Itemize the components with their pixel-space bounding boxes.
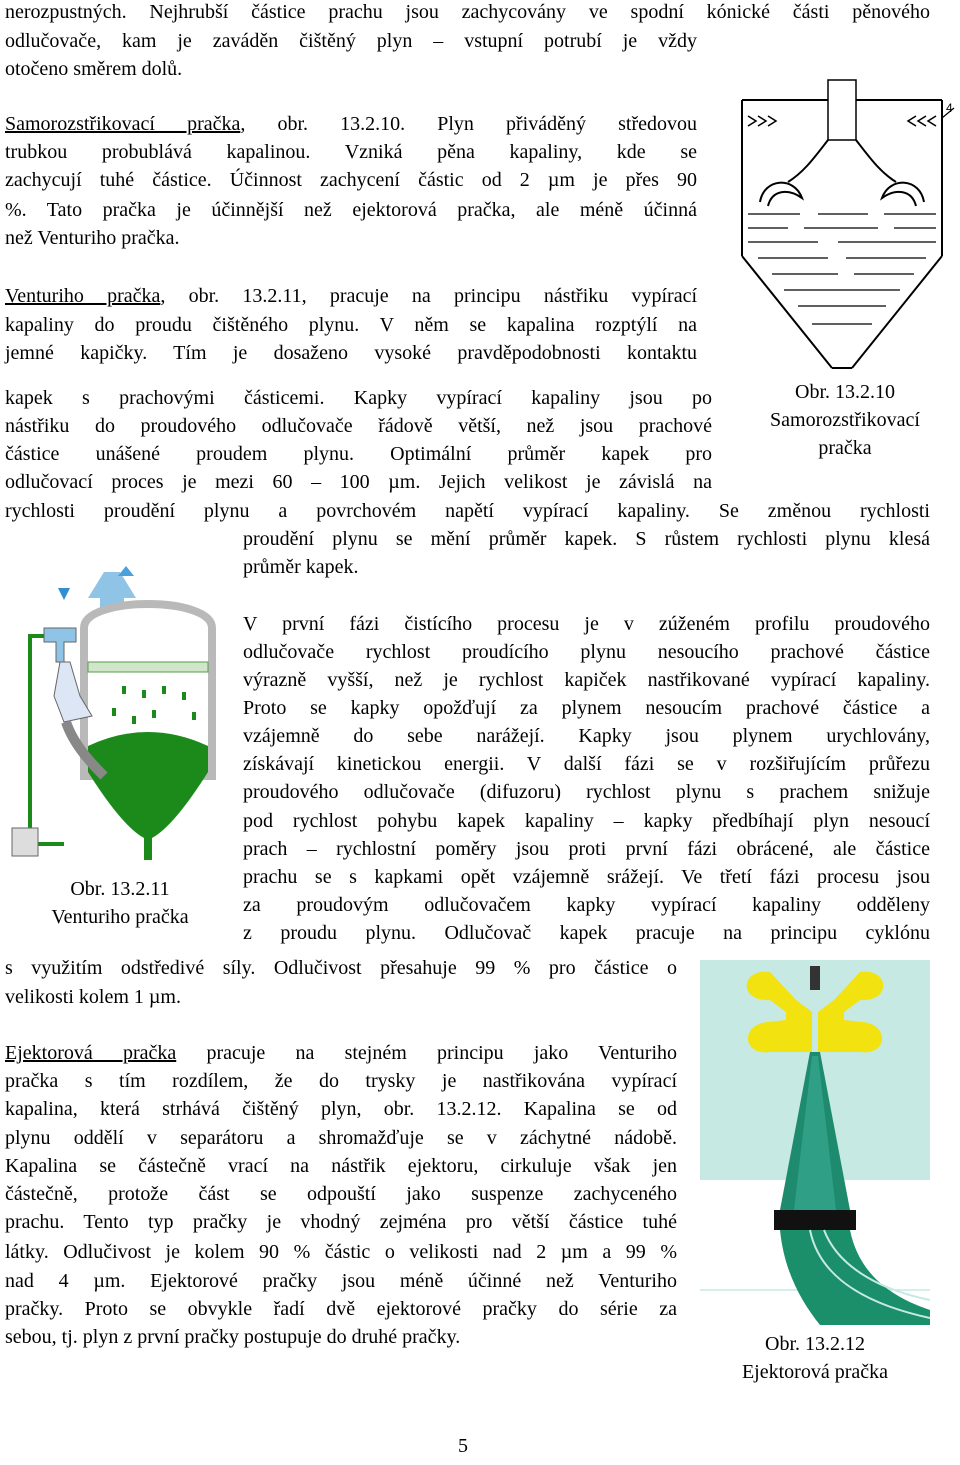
text-line: pračka s tím rozdílem, že do trysky je nastřikována vypírací	[5, 1070, 677, 1092]
text-line: vzájemně do sebe narážejí. Kapky jsou plynem urychlovány,	[243, 725, 930, 747]
text-line: prachu se s kapkami opět vzájemně srážejí. Ve třetí fázi procesu jsou	[243, 866, 930, 888]
figure-caption-number: Obr. 13.2.12	[765, 1333, 865, 1355]
text-line: jemné kapičky. Tím je dosaženo vysoké pravděpodobnosti kontaktu	[5, 342, 697, 364]
text-line: sebou, tj. plyn z první pračky postupuje do druhé pračky.	[5, 1326, 461, 1348]
section-heading: Venturiho pračka	[5, 285, 161, 307]
text-line: získávají kinetickou energii. V další fázi se v rozšiřujícím průřezu	[243, 753, 930, 775]
text-line: za proudovým odlučovačem kapky vypírací kapaliny odděleny	[243, 894, 930, 916]
text-line: V první fázi čistícího procesu je v zúženém profilu proudového	[243, 613, 930, 635]
figure-caption-number: Obr. 13.2.11	[70, 878, 170, 900]
text-line: nástřiku do proudového odlučovače řádově větší, než jsou prachové	[5, 415, 712, 437]
text-line: prach – rychlostní poměry jsou proti první fázi obrácené, ale částice	[243, 838, 930, 860]
text-line: odlučovací proces je mezi 60 – 100 µm. Jejich velikost je závislá na	[5, 471, 712, 493]
text-line: částečně, protože část se odpouští jako suspenze zachyceného	[5, 1183, 677, 1205]
text-line: odlučovače, kam je zaváděn čištěný plyn – vstupní potrubí je vždy	[5, 30, 697, 52]
text-line: velikosti kolem 1 µm.	[5, 986, 181, 1008]
section-heading: Ejektorová pračka	[5, 1042, 177, 1064]
figure-caption-title: Venturiho pračka	[51, 906, 189, 928]
text-line: látky. Odlučivost je kolem 90 % částic o velikosti nad 2 µm a 99 %	[5, 1241, 677, 1263]
text-line: pod rychlost pohybu kapek kapaliny – kapky předbíhají plyn nesoucí	[243, 810, 930, 832]
text-line: otočeno směrem dolů.	[5, 58, 183, 80]
text-line: trubkou probublává kapalinou. Vzniká pěna kapaliny, kde se	[5, 141, 697, 163]
text-line: plynu oddělí v separátoru a shromažďuje se v záchytné nádobě.	[5, 1127, 677, 1149]
figure-samorozstrikovaci-pracka	[728, 78, 960, 378]
figure-caption-number: Obr. 13.2.10	[795, 381, 895, 403]
text-line: částice unášené proudem plynu. Optimální průměr kapek pro	[5, 443, 712, 465]
text-line: Ejektorová pračka pracuje na stejném principu jako Venturiho	[5, 1042, 677, 1064]
section-heading: Samorozstřikovací pračka	[5, 113, 241, 135]
text-line: Samorozstřikovací pračka, obr. 13.2.10. Plyn přiváděný středovou	[5, 113, 697, 135]
text-line: nerozpustných. Nejhrubší částice prachu jsou zachycovány ve spodní kónické části pěnového	[5, 1, 930, 23]
text-line: kapalina, která strhává čištěný plyn, obr. 13.2.12. Kapalina se od	[5, 1098, 677, 1120]
text-line: s využitím odstředivé síly. Odlučivost přesahuje 99 % pro částice o	[5, 957, 677, 979]
page-number: 5	[458, 1435, 468, 1457]
text-line: nad 4 µm. Ejektorové pračky jsou méně účinné než Venturiho	[5, 1270, 677, 1292]
figure-caption-title: pračka	[818, 437, 872, 459]
text-line: kapaliny do proudu čištěného plynu. V něm se kapalina rozptýlí na	[5, 314, 697, 336]
text-line: výrazně vyšší, než je rychlost kapiček nastřikované vypírací kapaliny.	[243, 669, 930, 691]
text-line: kapek s prachovými částicemi. Kapky vypírací kapaliny jsou po	[5, 387, 712, 409]
text-line: prachu. Tento typ pračky je vhodný zejména pro větší částice tuhé	[5, 1211, 677, 1233]
figure-caption-title: Ejektorová pračka	[741, 1361, 889, 1383]
text-line: pračky. Proto se obvykle řadí dvě ejektorové pračky do série za	[5, 1298, 677, 1320]
text-line: Proto se kapky opožďují za plynem nesoucím prachové částice a	[243, 697, 930, 719]
text-line: proudového odlučovače (difuzoru) rychlost plynu s prachem snižuje	[243, 781, 930, 803]
figure-caption-title: Samorozstřikovací	[770, 409, 920, 431]
text-line: než Venturiho pračka.	[5, 227, 180, 249]
figure-ejektorova-pracka	[700, 960, 930, 1325]
text-line: z proudu plynu. Odlučovač kapek pracuje na principu cyklónu	[243, 922, 930, 944]
text-line: Venturiho pračka, obr. 13.2.11, pracuje na principu nástřiku vypírací	[5, 285, 698, 307]
text-line: odlučovače rychlost proudícího plynu nesoucího prachové částice	[243, 641, 930, 663]
figure-venturiho-pracka	[4, 566, 240, 866]
text-line: %. Tato pračka je účinnější než ejektorová pračka, ale méně účinná	[5, 199, 697, 221]
text-line: průměr kapek.	[243, 556, 359, 578]
figure-label: 4	[946, 101, 953, 115]
text-line: zachycují tuhé částice. Účinnost zachycení částic od 2 µm je přes 90	[5, 169, 697, 191]
text-line: rychlosti proudění plynu a povrchovém napětí vypírací kapaliny. Se změnou rychlosti	[5, 500, 930, 522]
text-line: Kapalina se částečně vrací na nástřik ejektoru, cirkuluje však jen	[5, 1155, 677, 1177]
text-line: proudění plynu se mění průměr kapek. S růstem rychlosti plynu klesá	[243, 528, 930, 550]
